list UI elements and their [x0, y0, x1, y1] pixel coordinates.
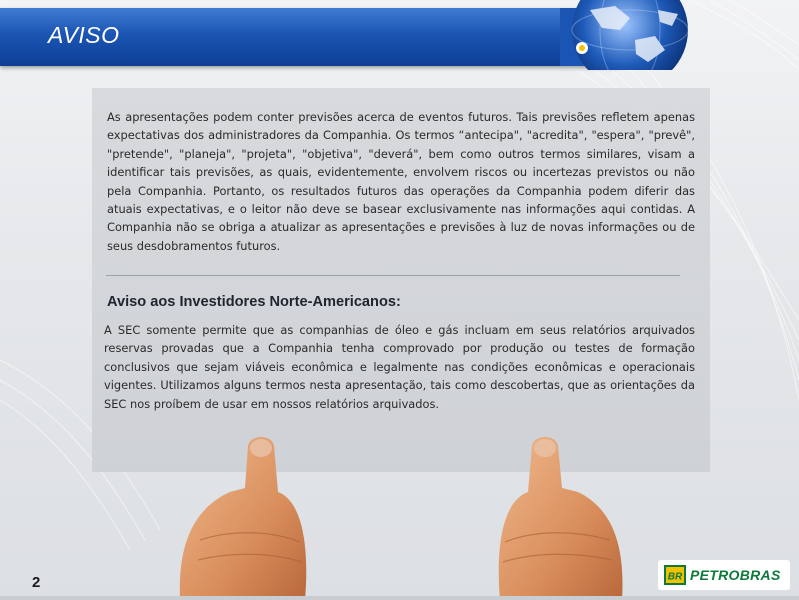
page-title: AVISO	[48, 22, 120, 48]
globe-icon	[560, 0, 799, 70]
page-number: 2	[32, 574, 41, 591]
logo-text: PETROBRAS	[690, 567, 781, 583]
petrobras-logo-icon	[664, 565, 686, 585]
divider	[106, 275, 680, 276]
petrobras-logo	[658, 560, 790, 590]
right-hand	[499, 437, 623, 600]
hands-illustration	[170, 430, 630, 600]
notice-panel	[92, 88, 710, 472]
us-investors-text: A SEC somente permite que as companhias de óleo e gás incluam em seus relatórios arquivados reservas provadas que a Companhia tenha comprovado por produção ou testes de formação conclusivos que sejam viáveis econômica e legalmente nas condições econômicas e operacionais vigentes. Utilizamos alguns termos nesta apresentação, tais como descobertas, que as orientações da SEC nos proíbem de usar em nossos relatórios arquivados.	[104, 323, 695, 411]
footer-line	[0, 596, 799, 600]
logo-mark-text: BR	[667, 571, 683, 583]
header	[0, 0, 799, 72]
us-investors-heading: Aviso aos Investidores Norte-Americanos:	[107, 294, 401, 310]
forward-looking-statements-text: As apresentações podem conter previsões acerca de eventos futuros. Tais previsões refletem apenas expectativas dos administradores da Companhia. Os termos “antecipa", "acredita", "espera", "prevê", "pretende", "planeja", "projeta", "objetiva", "deverá", bem como outros termos similares, visam a identificar tais previsões, as quais, evidentemente, envolvem riscos ou incertezas previstos ou não pela Companhia. Portanto, os resultados futuros das operações da Companhia podem diferir das atuais expectativas, e o leitor não deve se basear exclusivamente nas informações aqui contidas. A Companhia não se obriga a atualizar as apresentações e previsões à luz de novas informações ou de seus desdobramentos futuros.	[107, 110, 695, 253]
left-hand	[180, 437, 306, 600]
